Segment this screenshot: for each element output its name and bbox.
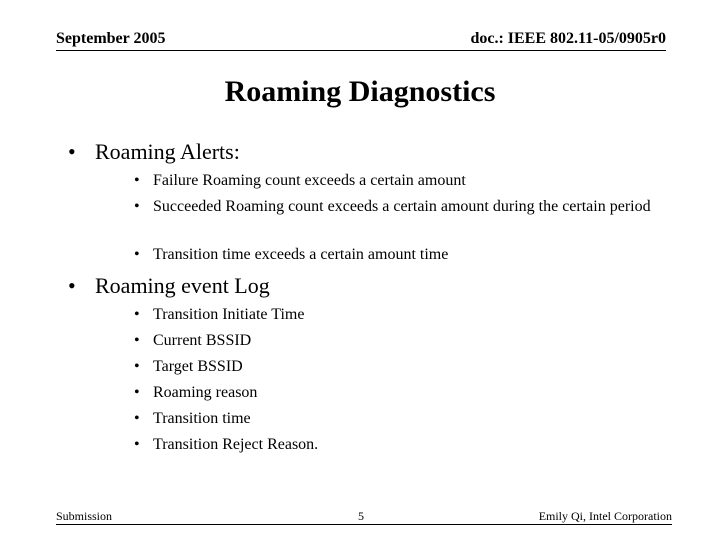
bullet-icon: • [134,198,140,215]
list-item [134,244,674,266]
bullet-icon: • [134,246,140,263]
list-item [134,356,674,378]
bullet-icon: • [134,410,140,427]
header-doc-id: doc.: IEEE 802.11-05/0905r0 [470,30,666,47]
bullet-icon: • [134,358,140,375]
footer-rule [56,524,672,525]
list-item-text: Failure Roaming count exceeds a certain amount [153,172,466,189]
list-item-text: Current BSSID [153,332,252,349]
list-item-text: Succeeded Roaming count exceeds a certain amount during the certain period [153,198,651,215]
section-heading: Roaming Alerts: [95,139,240,164]
bullet-icon: • [134,172,140,189]
bullet-icon: • [134,332,140,349]
list-item [134,382,674,404]
header-date: September 2005 [56,30,166,47]
list-item [134,304,674,326]
section-heading: Roaming event Log [95,273,270,298]
list-item [134,196,674,218]
bullet-icon: • [68,273,76,298]
list-item-text: Transition Reject Reason. [153,436,319,453]
list-item [134,434,674,456]
list-item [134,330,674,352]
list-item-text: Transition time [153,410,251,427]
footer-submission: Submission [56,509,113,523]
slide-title: Roaming Diagnostics [224,75,496,108]
bullet-icon: • [68,139,76,164]
list-item [134,170,674,192]
bullet-icon: • [134,306,140,323]
list-item-text: Roaming reason [153,384,258,401]
bullet-icon: • [134,384,140,401]
list-item-text: Transition Initiate Time [153,306,305,323]
bullet-icon: • [134,436,140,453]
list-item-text: Transition time exceeds a certain amount time [153,246,449,263]
footer-author: Emily Qi, Intel Corporation [538,509,672,523]
header-rule [56,50,666,51]
list-item [134,408,674,430]
list-item-text: Target BSSID [153,358,243,375]
page-number: 5 [358,509,364,523]
